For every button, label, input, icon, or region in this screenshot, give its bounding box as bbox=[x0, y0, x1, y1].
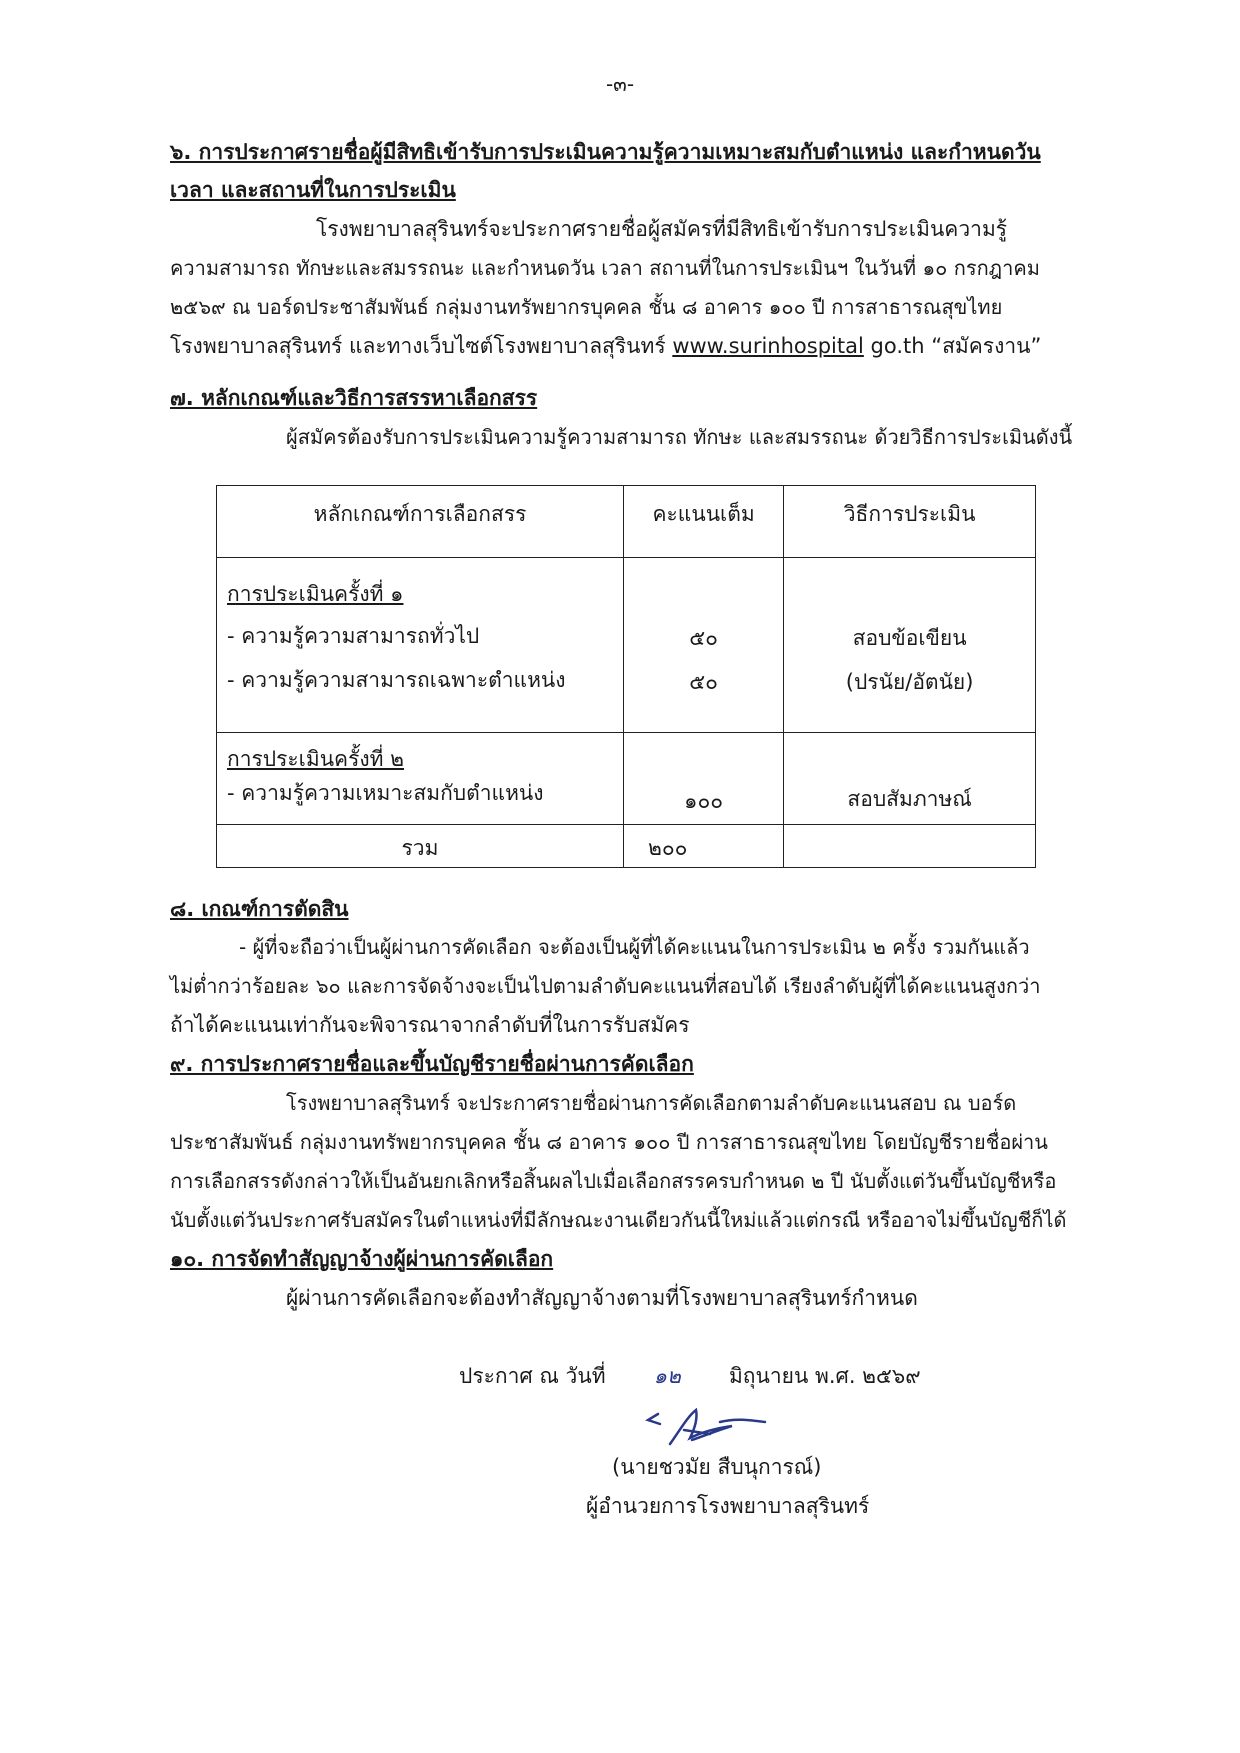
announce-day-handwritten: ๑๒ bbox=[653, 1364, 681, 1388]
sec8-heading: ๘. เกณฑ์การตัดสิน bbox=[170, 897, 349, 921]
sec7-heading: ๗. หลักเกณฑ์และวิธีการสรรหาเลือกสรร bbox=[170, 386, 538, 410]
round1-item-specific: - ความรู้ความสามารถเฉพาะตำแหน่ง bbox=[227, 668, 566, 692]
header-full-score: คะแนนเต็ม bbox=[652, 502, 755, 526]
header-method: วิธีการประเมิน bbox=[843, 502, 976, 526]
table-header-row bbox=[217, 486, 1036, 558]
sec6-para-line4-suffix: go.th “สมัครงาน” bbox=[863, 334, 1042, 358]
header-criteria: หลักเกณฑ์การเลือกสรร bbox=[313, 502, 527, 526]
sec8-line3: ถ้าได้คะแนนเท่ากันจะพิจารณาจากลำดับที่ในการรับสมัคร bbox=[170, 1013, 690, 1037]
announcement-date bbox=[459, 1361, 921, 1391]
signer-name: (นายชวมัย สืบนุการณ์) bbox=[612, 1455, 822, 1479]
total-score: ๒๐๐ bbox=[648, 836, 688, 860]
table-row-round2 bbox=[217, 733, 1036, 825]
round1-item-general: - ความรู้ความสามารถทั่วไป bbox=[227, 624, 480, 648]
sec9-line1: โรงพยาบาลสุรินทร์ จะประกาศรายชื่อผ่านการคัดเลือกตามลำดับคะแนนสอบ ณ บอร์ด bbox=[286, 1091, 1017, 1115]
sec6-para-line4-text: โรงพยาบาลสุรินทร์ และทางเว็บไซต์โรงพยาบาลสุรินทร์ bbox=[170, 334, 673, 358]
sec8-line1: - ผู้ที่จะถือว่าเป็นผู้ผ่านการคัดเลือก จะต้องเป็นผู้ที่ได้คะแนนในการประเมิน ๒ ครั้ง รวมกันแล้ว bbox=[239, 935, 1030, 959]
sec9-line2: ประชาสัมพันธ์ กลุ่มงานทรัพยากรบุคคล ชั้น ๘ อาคาร ๑๐๐ ปี การสาธารณสุขไทย โดยบัญชีรายชื่อผ่าน bbox=[170, 1130, 1048, 1154]
sec7-intro: ผู้สมัครต้องรับการประเมินความรู้ความสามารถ ทักษะ และสมรรถนะ ด้วยวิธีการประเมินดังนี้ bbox=[286, 425, 1073, 449]
round1-title: การประเมินครั้งที่ ๑ bbox=[227, 582, 404, 606]
round2-title: การประเมินครั้งที่ ๒ bbox=[227, 747, 404, 771]
announce-rest: มิถุนายน พ.ศ. ๒๕๖๙ bbox=[728, 1364, 921, 1388]
sec9-heading: ๙. การประกาศรายชื่อและขึ้นบัญชีรายชื่อผ่านการคัดเลือก bbox=[170, 1052, 694, 1076]
hospital-website-link[interactable]: www.surinhospital bbox=[672, 334, 864, 358]
page-number: -๓- bbox=[605, 72, 635, 96]
round1-score-general: ๕๐ bbox=[689, 626, 718, 650]
round1-method-line2: (ปรนัย/อัตนัย) bbox=[845, 670, 974, 694]
sec6-heading-line1: ๖. การประกาศรายชื่อผู้มีสิทธิเข้ารับการประเมินความรู้ความเหมาะสมกับตำแหน่ง และกำหนดวัน bbox=[170, 140, 1041, 164]
table-row-total bbox=[217, 825, 1036, 868]
sec10-line1: ผู้ผ่านการคัดเลือกจะต้องทำสัญญาจ้างตามที่โรงพยาบาลสุรินทร์กำหนด bbox=[286, 1286, 918, 1310]
round1-method-line1: สอบข้อเขียน bbox=[852, 626, 967, 650]
sec6-para-line4 bbox=[170, 331, 1041, 361]
sec6-para-line3: ๒๕๖๙ ณ บอร์ดประชาสัมพันธ์ กลุ่มงานทรัพยากรบุคคล ชั้น ๘ อาคาร ๑๐๐ ปี การสาธารณสุขไทย bbox=[170, 295, 1003, 319]
sec6-para-line1: โรงพยาบาลสุรินทร์จะประกาศรายชื่อผู้สมัครที่มีสิทธิเข้ารับการประเมินความรู้ bbox=[316, 217, 1008, 241]
round2-score: ๑๐๐ bbox=[684, 789, 724, 813]
table-row-round1 bbox=[217, 558, 1036, 733]
signer-title: ผู้อำนวยการโรงพยาบาลสุรินทร์ bbox=[586, 1494, 870, 1518]
round2-method: สอบสัมภาษณ์ bbox=[847, 787, 972, 811]
announce-prefix: ประกาศ ณ วันที่ bbox=[459, 1364, 606, 1388]
sec8-line2: ไม่ต่ำกว่าร้อยละ ๖๐ และการจัดจ้างจะเป็นไปตามลำดับคะแนนที่สอบได้ เรียงลำดับผู้ที่ได้คะแนนสูงกว่า bbox=[170, 974, 1041, 998]
sec9-line4: นับตั้งแต่วันประกาศรับสมัครในตำแหน่งที่มีลักษณะงานเดียวกันนี้ใหม่แล้วแต่กรณี หรืออาจไม่ขึ้นบัญชีก็ได้ bbox=[170, 1208, 1067, 1232]
sec10-heading: ๑๐. การจัดทำสัญญาจ้างผู้ผ่านการคัดเลือก bbox=[170, 1247, 554, 1271]
round1-score-specific: ๕๐ bbox=[689, 670, 718, 694]
total-label: รวม bbox=[401, 836, 439, 860]
sec6-heading-line2: เวลา และสถานที่ในการประเมิน bbox=[170, 178, 456, 202]
sec6-para-line2: ความสามารถ ทักษะและสมรรถนะ และกำหนดวัน เวลา สถานที่ในการประเมินฯ ในวันที่ ๑๐ กรกฎาคม bbox=[170, 256, 1040, 280]
criteria-table bbox=[216, 485, 1036, 868]
round2-item: - ความรู้ความเหมาะสมกับตำแหน่ง bbox=[227, 781, 544, 805]
sec9-line3: การเลือกสรรดังกล่าวให้เป็นอันยกเลิกหรือสิ้นผลไปเมื่อเลือกสรรครบกำหนด ๒ ปี นับตั้งแต่วันขึ้นบัญชีหรือ bbox=[170, 1169, 1057, 1193]
signature-scribble bbox=[640, 1400, 780, 1450]
